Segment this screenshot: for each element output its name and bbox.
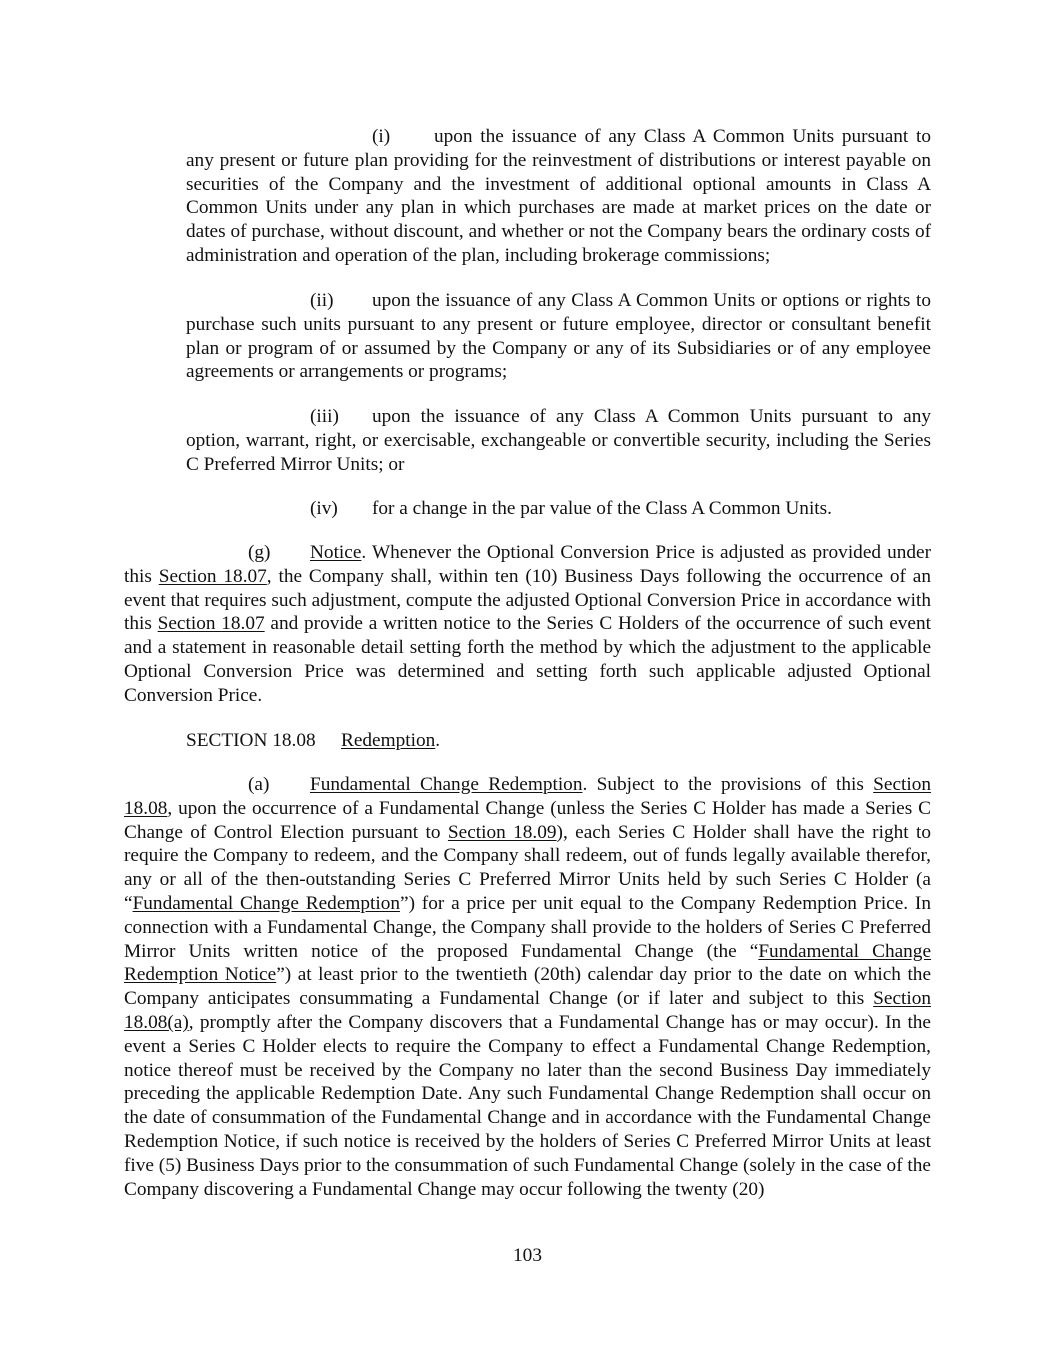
paragraph-g-notice	[124, 541, 931, 708]
para-g-label: (g)	[248, 542, 271, 563]
para-a-text-1: . Subject to the provisions of this	[582, 774, 874, 795]
paragraph-item-iii	[186, 405, 931, 476]
para-a-text-6: , promptly after the Company discovers that a Fundamental Change has or may occur). In the event a Series C Holder elects to require the Company to effect a Fundamental Change Redemption, notice thereof must be received by the Company no later than the second Business Day immediately preceding the applicable Redemption Date. Any such Fundamental Change Redemption shall occur on the date of consummation of the Fundamental Change and in accordance with the Fundamental Change Redemption Notice, if such notice is received by the holders of Series C Preferred Mirror Units at least five (5) Business Days prior to the consummation of such Fundamental Change (solely in the case of the Company discovering a Fundamental Change may occur following the twenty (20)	[124, 1011, 931, 1200]
para-g-text-2: , the Company shall, within ten (10) Business Days following the occurrence of an event that requires such adjustment, compute the adjusted Optional Conversion Price in accordance with this	[124, 565, 931, 635]
item-iii-text: upon the issuance of any Class A Common Units pursuant to any option, warrant, right, or exercisable, exchangeable or convertible security, including the Series C Preferred Mirror Units; or	[186, 406, 931, 475]
para-g-heading: Notice	[310, 542, 362, 563]
item-iv-text: for a change in the par value of the Class A Common Units.	[372, 498, 832, 519]
paragraph-a-fundamental-change-redemption	[124, 773, 931, 1201]
section-title-period: .	[435, 730, 441, 751]
item-ii-text: upon the issuance of any Class A Common Units or options or rights to purchase such units pursuant to any present or future employee, director or consultant benefit plan or program of or assumed by the Company or any of its Subsidiaries or of any employee agreements or arrangements or programs;	[186, 290, 931, 383]
item-ii-label: (ii)	[310, 290, 334, 311]
para-a-label: (a)	[248, 774, 270, 795]
para-a-text-5: ”) at least prior to the twentieth (20th) calendar day prior to the date on which the Company anticipates consummating a Fundamental Change (or if later and subject to this	[124, 964, 931, 1010]
section-reference: Section 18.09	[447, 821, 557, 843]
defined-term: Fundamental Change Redemption	[132, 892, 401, 914]
page-number: 103	[513, 1245, 542, 1266]
defined-term: Fundamental Change Redemption Notice	[124, 940, 931, 986]
section-reference: Section 18.08(a)	[124, 988, 931, 1033]
item-iv-label: (iv)	[310, 498, 338, 519]
para-a-text-4: ”) for a price per unit equal to the Company Redemption Price. In connection with a Fundamental Change, the Company shall provide to the holders of Series C Preferred Mirror Units written notice of the proposed Fundamental Change (the “	[124, 892, 931, 962]
section-reference: Section 18.07	[158, 565, 267, 587]
para-g-text-3: and provide a written notice to the Series C Holders of the occurrence of such event and a statement in reasonable detail setting forth the method by which the adjustment to the applicable Optional Conversion Price was determined and setting forth such applicable adjusted Optional Conversion Price.	[124, 613, 931, 706]
section-title: Redemption	[341, 730, 436, 751]
section-number: SECTION 18.08	[186, 730, 316, 751]
paragraph-item-i	[186, 125, 931, 268]
item-iii-label: (iii)	[310, 406, 339, 427]
para-a-text-2: , upon the occurrence of a Fundamental Change (unless the Series C Holder has made a Series C Change of Control Election pursuant to	[124, 797, 931, 843]
para-a-heading: Fundamental Change Redemption	[310, 774, 583, 795]
item-i-text: upon the issuance of any Class A Common Units pursuant to any present or future plan providing for the reinvestment of distributions or interest payable on securities of the Company and the investment of additional optional amounts in Class A Common Units under any plan in which purchases are made at market prices on the date or dates of purchase, without discount, and whether or not the Company bears the ordinary costs of administration and operation of the plan, including brokerage commissions;	[186, 126, 931, 266]
paragraph-item-ii	[186, 289, 931, 384]
item-i-label: (i)	[372, 126, 391, 147]
para-g-text-1: . Whenever the Optional Conversion Price is adjusted as provided under this	[124, 542, 931, 587]
section-reference: Section 18.08	[124, 774, 932, 819]
para-a-text-3: ), each Series C Holder shall have the right to require the Company to redeem, and the Company shall redeem, out of funds legally available therefor, any or all of the then-outstanding Series C Preferred Mirror Units held by such Series C Holder (a “	[124, 821, 931, 914]
section-heading	[124, 729, 931, 753]
section-reference: Section 18.07	[157, 613, 265, 635]
paragraph-item-iv	[186, 497, 931, 521]
